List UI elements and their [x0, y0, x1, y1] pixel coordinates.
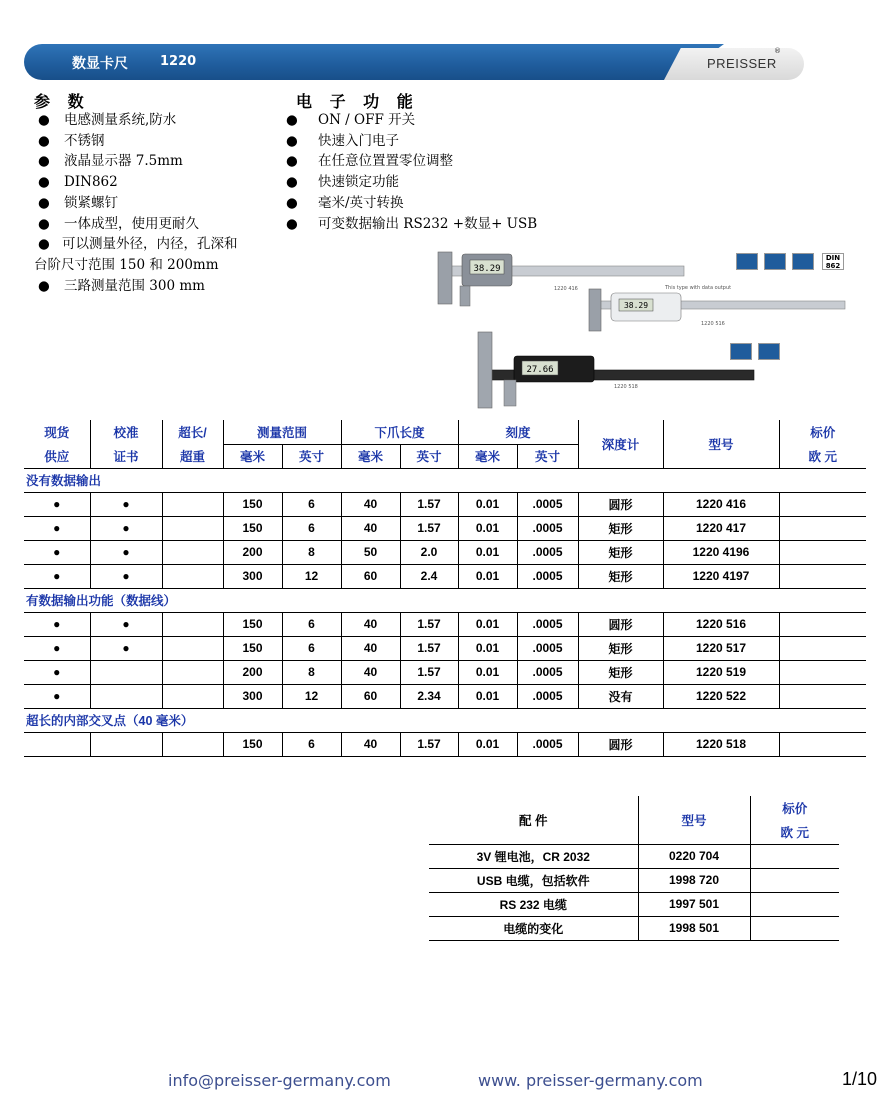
cell-depth: 圆形 [578, 492, 663, 516]
cell-model: 1220 519 [663, 660, 779, 684]
table-row [24, 492, 866, 516]
cell-g-mm: 0.01 [458, 660, 517, 684]
brand-logo: PREISSER [707, 56, 777, 71]
acc-cell-price [750, 916, 839, 940]
col-jaw-inch: 英寸 [400, 444, 458, 468]
cell-stock: ● [24, 612, 90, 636]
cell-price [779, 732, 866, 756]
cell-g-in: .0005 [517, 612, 578, 636]
table-row [429, 868, 839, 892]
cell-r-mm: 150 [223, 636, 282, 660]
cell-r-mm: 300 [223, 684, 282, 708]
cell-price [779, 516, 866, 540]
spec-table [24, 420, 866, 757]
col-range-mm: 毫米 [223, 444, 282, 468]
col-over: 超长/ [162, 420, 223, 444]
cell-depth: 矩形 [578, 636, 663, 660]
col-stock: 现货 [44, 426, 70, 440]
cell-r-in: 8 [282, 660, 341, 684]
svg-text:1220 416: 1220 416 [554, 286, 578, 292]
cell-r-mm: 150 [223, 612, 282, 636]
cell-over [162, 732, 223, 756]
section-title: 没有数据输出 [24, 468, 866, 492]
col-grad-mm: 毫米 [458, 444, 517, 468]
data-output-icon [730, 343, 752, 360]
col-jaw: 下爪长度 [341, 420, 458, 444]
cell-j-mm: 40 [341, 660, 400, 684]
cell-j-in: 1.57 [400, 660, 458, 684]
cell-price [779, 540, 866, 564]
cell-over [162, 516, 223, 540]
acc-cell-model: 1997 501 [638, 892, 750, 916]
list-item: ● 毫米/英寸转换 [286, 194, 404, 211]
cell-j-mm: 40 [341, 492, 400, 516]
cell-j-mm: 40 [341, 732, 400, 756]
cell-j-mm: 40 [341, 516, 400, 540]
acc-header-row [429, 796, 839, 820]
list-item: ● 液晶显示器 7.5mm [38, 153, 183, 170]
din-862-icon: DIN 862 [822, 253, 844, 270]
cell-price [779, 564, 866, 588]
svg-text:27.66: 27.66 [526, 365, 554, 375]
acc-cell-name: 3V 锂电池，CR 2032 [429, 844, 638, 868]
cell-over [162, 636, 223, 660]
cell-g-mm: 0.01 [458, 540, 517, 564]
list-item: ● 电感测量系统,防水 [38, 112, 177, 128]
cell-calib [90, 732, 162, 756]
cell-calib [90, 684, 162, 708]
cell-depth: 矩形 [578, 564, 663, 588]
col-grad-inch: 英寸 [517, 444, 578, 468]
rotate-icon [764, 253, 786, 270]
cell-calib [90, 660, 162, 684]
svg-text:This type with data output: This type with data output [665, 285, 732, 291]
col-price: 标价 [779, 420, 866, 444]
accessories-table-body [429, 844, 839, 940]
section-title: 超长的内部交叉点（40 毫米） [24, 708, 866, 732]
params-list [34, 110, 294, 296]
cell-j-mm: 40 [341, 612, 400, 636]
acc-cell-model: 0220 704 [638, 844, 750, 868]
table-row [24, 612, 866, 636]
col-price-2: 欧 元 [779, 444, 866, 468]
caliper-image-518 [474, 330, 764, 410]
cell-stock: ● [24, 564, 90, 588]
cell-g-mm: 0.01 [458, 684, 517, 708]
list-item: ● 三路测量范围 300 mm [38, 277, 205, 294]
cell-over [162, 612, 223, 636]
cell-r-mm: 200 [223, 540, 282, 564]
cell-j-in: 1.57 [400, 516, 458, 540]
cell-g-mm: 0.01 [458, 732, 517, 756]
cell-stock [24, 732, 90, 756]
acc-cell-name: 电缆的变化 [429, 916, 638, 940]
section-title: 有数据输出功能（数据线） [24, 588, 866, 612]
cell-over [162, 684, 223, 708]
cell-over [162, 492, 223, 516]
cell-j-in: 2.0 [400, 540, 458, 564]
cell-depth: 圆形 [578, 612, 663, 636]
cell-depth: 没有 [578, 684, 663, 708]
cell-g-in: .0005 [517, 492, 578, 516]
table-row [429, 916, 839, 940]
cell-g-in: .0005 [517, 684, 578, 708]
svg-text:1220 516: 1220 516 [701, 321, 725, 327]
cell-depth: 圆形 [578, 732, 663, 756]
col-range: 测量范围 [223, 420, 341, 444]
header-banner [24, 44, 804, 80]
acc-col-price: 标价 [782, 802, 808, 816]
cell-j-mm: 60 [341, 684, 400, 708]
brand-reg-mark: ® [774, 47, 781, 55]
cell-r-in: 12 [282, 564, 341, 588]
list-item: ● 一体成型，使用更耐久 [38, 215, 199, 232]
table-row [24, 732, 866, 756]
cell-over [162, 540, 223, 564]
list-item: ● 快速锁定功能 [286, 174, 399, 191]
footer-website[interactable]: www. preisser-germany.com [478, 1071, 703, 1090]
cell-r-in: 6 [282, 636, 341, 660]
banner-blue-band [24, 44, 724, 80]
cell-r-mm: 300 [223, 564, 282, 588]
col-model: 型号 [663, 420, 779, 468]
cell-model: 1220 417 [663, 516, 779, 540]
list-item: ● 在任意位置置零位调整 [286, 153, 453, 170]
table-row [429, 844, 839, 868]
cell-g-in: .0005 [517, 564, 578, 588]
col-stock-2: 供应 [24, 444, 90, 468]
cell-stock: ● [24, 492, 90, 516]
cell-j-mm: 50 [341, 540, 400, 564]
page-title: 数显卡尺 [72, 56, 128, 72]
cell-price [779, 492, 866, 516]
acc-cell-name: RS 232 电缆 [429, 892, 638, 916]
cell-price [779, 660, 866, 684]
table-row [24, 660, 866, 684]
table-row [429, 892, 839, 916]
cell-calib: ● [90, 492, 162, 516]
cell-depth: 矩形 [578, 660, 663, 684]
cell-calib: ● [90, 564, 162, 588]
cell-stock: ● [24, 660, 90, 684]
cell-calib: ● [90, 636, 162, 660]
cell-g-mm: 0.01 [458, 636, 517, 660]
cell-j-in: 2.34 [400, 684, 458, 708]
svg-text:38.29: 38.29 [623, 301, 649, 310]
page-model: 1220 [160, 54, 197, 69]
functions-title: 电 子 功 能 [296, 92, 419, 111]
col-grad: 刻度 [458, 420, 578, 444]
waterproof-icon [792, 253, 814, 270]
cell-r-mm: 150 [223, 492, 282, 516]
acc-col-name: 配 件 [429, 796, 638, 844]
acc-col-price-2: 欧 元 [750, 820, 839, 844]
col-jaw-mm: 毫米 [341, 444, 400, 468]
cell-j-in: 2.4 [400, 564, 458, 588]
cell-model: 1220 522 [663, 684, 779, 708]
cell-over [162, 564, 223, 588]
cell-r-in: 6 [282, 492, 341, 516]
cell-r-in: 6 [282, 612, 341, 636]
list-item: ● ON / OFF 开关 [286, 112, 416, 128]
cell-g-mm: 0.01 [458, 612, 517, 636]
cell-stock: ● [24, 516, 90, 540]
acc-cell-name: USB 电缆，包括软件 [429, 868, 638, 892]
cell-model: 1220 517 [663, 636, 779, 660]
list-item: ● 锁紧螺钉 [38, 194, 118, 211]
cell-j-in: 1.57 [400, 492, 458, 516]
table-row [24, 636, 866, 660]
cell-model: 1220 416 [663, 492, 779, 516]
list-item: ● 快速入门电子 [286, 132, 399, 149]
cell-j-mm: 40 [341, 636, 400, 660]
header-row-1 [24, 420, 866, 444]
cell-j-in: 1.57 [400, 636, 458, 660]
cell-depth: 矩形 [578, 540, 663, 564]
section-header-row [24, 468, 866, 492]
data-output-icon [736, 253, 758, 270]
svg-text:38.29: 38.29 [473, 264, 501, 274]
acc-cell-price [750, 844, 839, 868]
cell-calib: ● [90, 516, 162, 540]
col-calib-2: 证书 [90, 444, 162, 468]
params-title: 参 数 [34, 92, 90, 111]
cell-g-mm: 0.01 [458, 492, 517, 516]
cell-g-mm: 0.01 [458, 564, 517, 588]
cell-r-in: 12 [282, 684, 341, 708]
cell-g-in: .0005 [517, 636, 578, 660]
acc-cell-price [750, 892, 839, 916]
list-item-continuation: 台阶尺寸范围 150 和 200mm [34, 256, 219, 273]
section-header-row [24, 708, 866, 732]
section-header-row [24, 588, 866, 612]
cell-price [779, 636, 866, 660]
table-row [24, 684, 866, 708]
cell-stock: ● [24, 684, 90, 708]
list-item: ● 不锈钢 [38, 132, 105, 149]
acc-cell-model: 1998 720 [638, 868, 750, 892]
spec-table-body [24, 468, 866, 756]
cell-j-in: 1.57 [400, 612, 458, 636]
cell-r-mm: 150 [223, 732, 282, 756]
acc-cell-price [750, 868, 839, 892]
functions-list [282, 110, 602, 234]
list-item: ● 可以测量外径，内径，孔深和 [38, 236, 238, 253]
cell-j-mm: 60 [341, 564, 400, 588]
acc-col-model: 型号 [638, 796, 750, 844]
cell-g-in: .0005 [517, 516, 578, 540]
cell-price [779, 612, 866, 636]
cell-g-in: .0005 [517, 540, 578, 564]
cell-depth: 矩形 [578, 516, 663, 540]
cell-calib: ● [90, 540, 162, 564]
cell-g-in: .0005 [517, 732, 578, 756]
cell-calib: ● [90, 612, 162, 636]
list-item: ● DIN862 [38, 174, 118, 191]
caliper-image-516 [585, 283, 850, 333]
list-item: ● 可变数据输出 RS232 +数显+ USB [286, 215, 538, 232]
cell-g-mm: 0.01 [458, 516, 517, 540]
cell-stock: ● [24, 636, 90, 660]
cell-model: 1220 4196 [663, 540, 779, 564]
cell-model: 1220 516 [663, 612, 779, 636]
page-number: 1/10 [842, 1069, 878, 1089]
cell-j-in: 1.57 [400, 732, 458, 756]
svg-text:1220 518: 1220 518 [614, 384, 638, 390]
cell-model: 1220 4197 [663, 564, 779, 588]
cell-over [162, 660, 223, 684]
cell-r-mm: 200 [223, 660, 282, 684]
cell-g-in: .0005 [517, 660, 578, 684]
accessories-table [429, 796, 839, 941]
col-over-2: 超重 [162, 444, 223, 468]
table-row [24, 540, 866, 564]
cell-r-in: 6 [282, 732, 341, 756]
cell-model: 1220 518 [663, 732, 779, 756]
cell-price [779, 684, 866, 708]
table-row [24, 516, 866, 540]
cell-stock: ● [24, 540, 90, 564]
acc-cell-model: 1998 501 [638, 916, 750, 940]
waterproof-icon [758, 343, 780, 360]
cell-r-mm: 150 [223, 516, 282, 540]
col-calib: 校准 [90, 420, 162, 444]
footer-email[interactable]: info@preisser-germany.com [168, 1071, 391, 1090]
col-range-inch: 英寸 [282, 444, 341, 468]
cell-r-in: 6 [282, 516, 341, 540]
cell-r-in: 8 [282, 540, 341, 564]
col-depth: 深度计 [578, 420, 663, 468]
table-row [24, 564, 866, 588]
